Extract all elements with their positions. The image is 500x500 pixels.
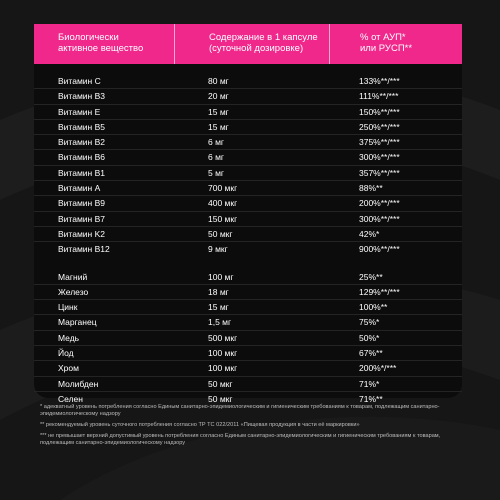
table-row: [34, 270, 462, 285]
substance-percent: 111%**/***: [359, 91, 399, 102]
substance-name: Железо: [58, 286, 89, 297]
substance-percent: 300%**/***: [359, 152, 400, 163]
substance-amount: 15 мг: [208, 106, 229, 117]
substance-name: Витамин B9: [58, 198, 105, 209]
substance-amount: 700 мкг: [208, 183, 238, 194]
substance-amount: 100 мг: [208, 271, 234, 282]
table-row: [34, 89, 462, 104]
table-row: [34, 196, 462, 211]
substance-name: Витамин B2: [58, 137, 105, 148]
table-row: [34, 361, 462, 376]
substance-amount: 100 мкг: [208, 348, 238, 359]
table-header: [34, 24, 462, 64]
substance-percent: 150%**/***: [359, 106, 400, 117]
footnote-aup: * адекватный уровень потребления согласно Единым санитарно-эпидемиологическим и гигиеническим требованиям к товарам, подлежащим санитарно-эпидемиологическому надзору: [40, 404, 440, 417]
table-row: [34, 74, 462, 89]
substance-percent: 375%**/***: [359, 137, 400, 148]
substance-amount: 50 мкг: [208, 378, 233, 389]
header-content: Содержание в 1 капсуле (суточной дозировке): [209, 32, 318, 54]
substance-name: Марганец: [58, 317, 97, 328]
substance-percent: 300%**/***: [359, 213, 400, 224]
substance-percent: 75%*: [359, 317, 380, 328]
substance-amount: 15 мг: [208, 302, 229, 313]
substance-name: Витамин B3: [58, 91, 105, 102]
substance-amount: 80 мг: [208, 76, 229, 86]
footnote-upper-limit: *** не превышает верхний допустимый уровень потребления согласно Единым санитарно-эпидемиологическим и гигиеническим требованиям к товарам, подлежащим санитарно-эпидемиологическому надзору: [40, 433, 441, 446]
substance-name: Витамин B1: [58, 167, 105, 178]
substance-name: Цинк: [58, 302, 78, 313]
footnotes: [40, 404, 470, 451]
substance-amount: 50 мкг: [208, 228, 233, 239]
nutrition-table: [34, 24, 462, 404]
table-row: [34, 227, 462, 242]
substance-name: Витамин A: [58, 183, 101, 194]
substance-name: Молибден: [58, 378, 99, 389]
table-row: [34, 150, 462, 165]
table-row: [34, 377, 462, 392]
substance-percent: 900%**/***: [359, 244, 400, 255]
substance-percent: 25%**: [359, 271, 383, 282]
substance-name: Медь: [58, 332, 80, 343]
substance-percent: 200%*/***: [359, 363, 397, 374]
substance-percent: 42%*: [359, 228, 380, 239]
substance-amount: 1,5 мг: [208, 317, 232, 328]
substance-amount: 50 мкг: [208, 393, 233, 404]
substance-name: Йод: [58, 348, 74, 359]
table-row: [34, 212, 462, 227]
substance-amount: 400 мкг: [208, 198, 238, 209]
substance-percent: 88%**: [359, 183, 383, 194]
table-row: [34, 135, 462, 150]
header-percent: % от АУП* или РУСП**: [360, 32, 413, 54]
substance-name: Магний: [58, 271, 88, 282]
table-row: [34, 242, 462, 257]
substance-amount: 100 мкг: [208, 363, 238, 374]
substance-name: Витамин K2: [58, 228, 105, 239]
table-row: [34, 105, 462, 120]
substance-name: Селен: [58, 393, 83, 404]
substance-amount: 20 мг: [208, 91, 229, 102]
substance-percent: 50%*: [359, 332, 380, 343]
substance-amount: 500 мкг: [208, 332, 238, 343]
substance-name: Витамин B7: [58, 213, 105, 224]
table-row: [34, 166, 462, 181]
table-row: [34, 331, 462, 346]
table-row: [34, 285, 462, 300]
substance-amount: 6 мг: [208, 152, 225, 163]
substance-amount: 150 мкг: [208, 213, 238, 224]
table-row: [34, 120, 462, 135]
substance-percent: 71%*: [359, 378, 380, 389]
table-row: [34, 181, 462, 196]
substance-name: Хром: [58, 363, 79, 374]
substance-name: Витамин B5: [58, 121, 105, 132]
substance-percent: 200%**/***: [359, 198, 400, 209]
table-row: [34, 315, 462, 330]
substance-name: Витамин B6: [58, 152, 105, 163]
footnote-rusp: ** рекомендуемый уровень суточного потребления согласно ТР ТС 022/2011 «Пищевая продукция в части её маркировки»: [40, 422, 360, 428]
substance-percent: 357%**/***: [359, 167, 400, 178]
substance-percent: 67%**: [359, 348, 383, 359]
substance-amount: 9 мкг: [208, 244, 228, 255]
substance-name: Витамин E: [58, 106, 101, 117]
mineral-rows: [34, 270, 462, 408]
substance-percent: 133%**/***: [359, 76, 400, 86]
substance-percent: 71%**: [359, 393, 383, 404]
vitamin-rows: [34, 64, 462, 258]
table-row: [34, 346, 462, 361]
header-substance: Биологически активное вещество: [58, 32, 144, 54]
substance-name: Витамин B12: [58, 244, 110, 255]
substance-amount: 15 мг: [208, 121, 229, 132]
substance-name: Витамин C: [58, 76, 101, 86]
substance-percent: 129%**/***: [359, 286, 400, 297]
substance-percent: 250%**/***: [359, 121, 400, 132]
section-gap: [34, 258, 462, 270]
substance-amount: 6 мг: [208, 137, 225, 148]
substance-amount: 5 мг: [208, 167, 225, 178]
substance-percent: 100%**: [359, 302, 388, 313]
substance-amount: 18 мг: [208, 286, 229, 297]
table-row: [34, 300, 462, 315]
